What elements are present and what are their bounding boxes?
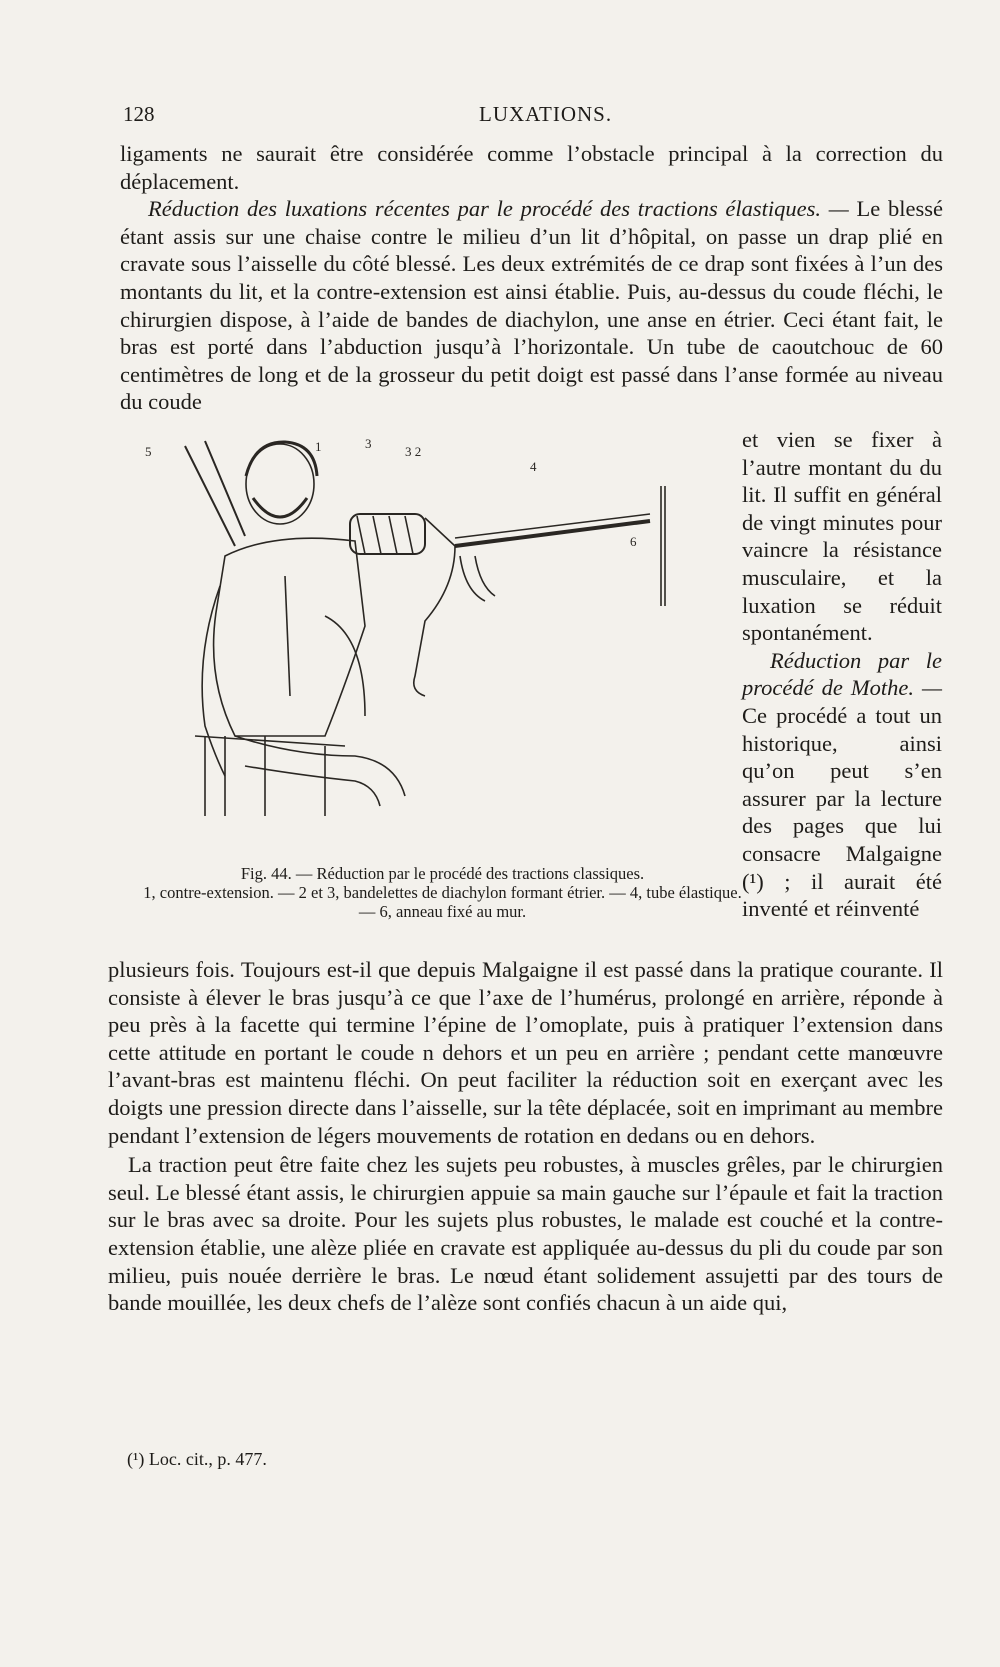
- paragraph: [120, 195, 943, 416]
- caption-title: Fig. 44. — Réduction par le procédé des tractions classiques.: [240, 864, 645, 883]
- paragraph: plusieurs fois. Toujours est-il que depuis Malgaigne il est passé dans la pratique courante. Il consiste à élever le bras jusqu’à ce que l’axe de l’humérus, prolongé en arrière, réponde à peu près à la facette qui termine l’épine de l’omoplate, puis à pratiquer l’extension dans cette attitude en portant le coude n dehors et un peu en arrière ; pendant cette manœuvre l’avant-bras est maintenu fléchi. On peut faciliter la réduction soit en exerçant avec les doigts une pression directe dans l’aisselle, sur la tête déplacée, soit en imprimant au membre pendant l’extension de légers mouvements de rotation en dedans ou en dehors.: [108, 957, 943, 1148]
- figure-label: 4: [530, 459, 537, 474]
- bottom-text-block: [108, 956, 943, 1317]
- figure-caption: [140, 864, 745, 921]
- figure-label: 5: [145, 444, 152, 459]
- side-text-column: [742, 426, 942, 923]
- paragraph-text: Le blessé étant assis sur une chaise contre le milieu d’un lit d’hôpital, on passe un drap plié en cravate sous l’aisselle du côté blessé. Les deux extrémités de ce drap sont fixées à l’un des montants du lit, et la contre-extension est ainsi établie. Puis, au-dessus du coude fléchi, le chirurgien dispose, à l’aide de bandes de diachylon, une anse en étrier. Ceci étant fait, le bras est porté dans l’abduction jusqu’à l’horizontale. Un tube de caoutchouc de 60 centimètres de long et de la grosseur du petit doigt est passé dans l’anse formée au niveau du coude: [120, 196, 944, 415]
- top-text-block: [120, 140, 943, 416]
- traction-engraving: [125, 436, 745, 856]
- figure-illustration: [125, 436, 745, 856]
- figure-label: 6: [630, 534, 637, 549]
- page-header: [123, 102, 943, 132]
- section-heading: Réduction par le procédé de Mothe. —: [742, 647, 942, 701]
- paragraph: et vien se fixer à l’autre montant du du lit. Il suffit en général de vingt minutes pour vaincre la résistance musculaire, et la luxation se réduit spontanément.: [742, 427, 942, 646]
- page-number: 128: [123, 102, 155, 126]
- figure-label: 3: [365, 436, 372, 451]
- paragraph: [742, 647, 942, 923]
- figure-label: 1: [315, 439, 322, 454]
- paragraph: La traction peut être faite chez les sujets peu robustes, à muscles grêles, par le chirurgien seul. Le blessé étant assis, le chirurgien appuie sa main gauche sur l’épaule et fait la traction sur le bras avec sa droite. Pour les sujets plus robustes, le malade est couché et la contre-extension établie, une alèze pliée en cravate est appliquée au-dessus du pli du coude par son milieu, puis nouée derrière le bras. Le nœud étant solidement assujetti par des tours de bande mouillée, les deux chefs de l’alèze sont confiés chacun à un aide qui,: [108, 1152, 943, 1316]
- caption-legend: 1, contre-extension. — 2 et 3, bandelettes de diachylon formant étrier. — 4, tube élastique. — 6, anneau fixé au mur.: [143, 883, 742, 921]
- paragraph: ligaments ne saurait être considérée comme l’obstacle principal à la correction du déplacement.: [120, 141, 943, 194]
- footnote: (¹) Loc. cit., p. 477.: [127, 1449, 267, 1469]
- section-heading: Réduction des luxations récentes par le procédé des tractions élastiques. —: [148, 196, 849, 222]
- paragraph-text: Ce procédé a tout un historique, ainsi qu’on peut s’en assurer par la lecture des pages que lui consacre Malgaigne (¹) ; il aurait été inventé et réinventé: [742, 702, 942, 922]
- running-head: LUXATIONS.: [479, 102, 613, 126]
- figure-label: 3 2: [405, 444, 422, 459]
